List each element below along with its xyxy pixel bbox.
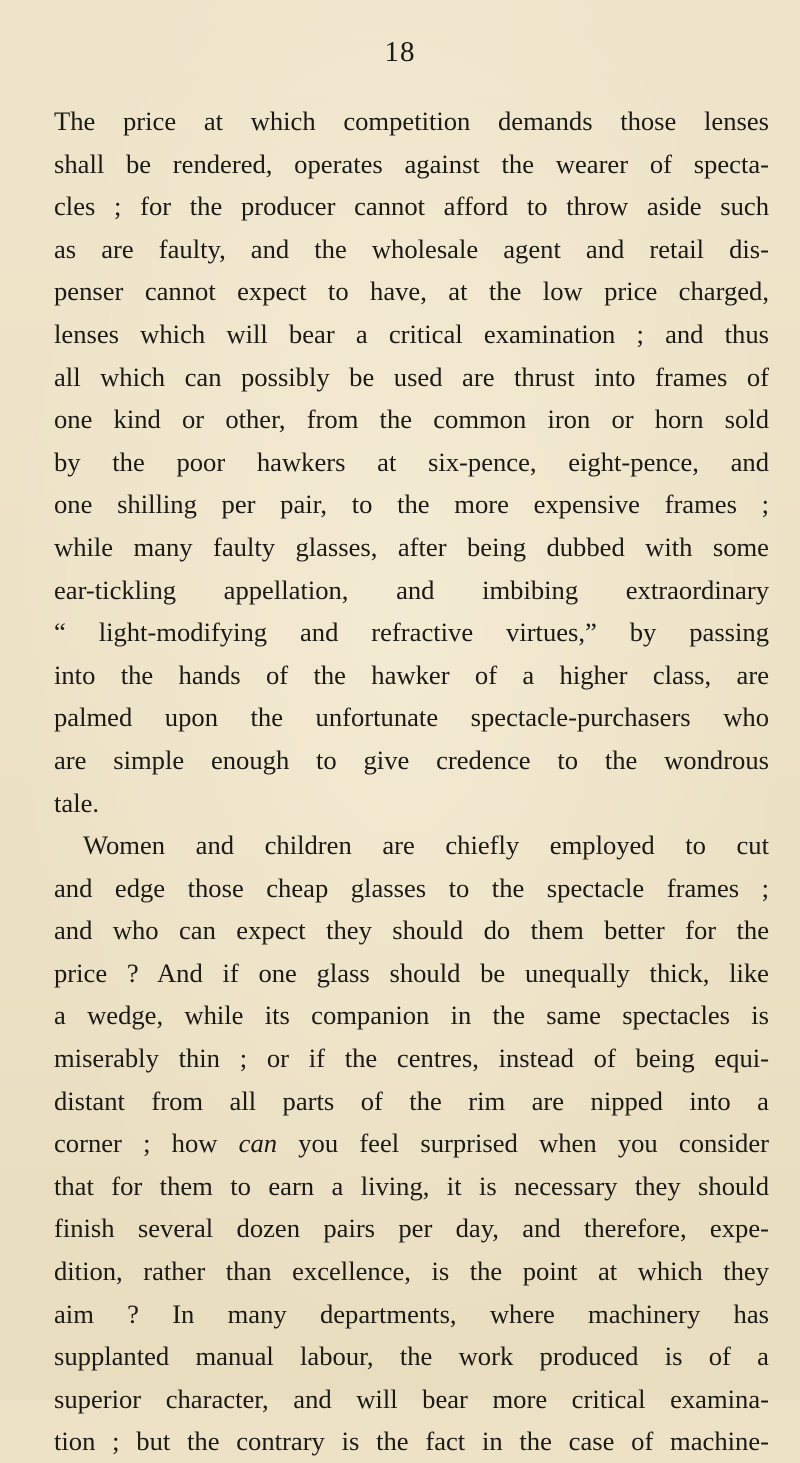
text-line: palmed upon the unfortunate spectacle-purchasers who: [54, 702, 769, 733]
text-line: all which can possibly be used are thrust into frames of: [54, 361, 769, 392]
page-number: 18: [384, 36, 416, 68]
body-text: [54, 100, 769, 1463]
text-line: dition, rather than excellence, is the point at which they: [54, 1256, 769, 1287]
text-line: supplanted manual labour, the work produced is of a: [54, 1341, 769, 1372]
italic-word: can: [238, 1128, 278, 1159]
text-line: aim ? In many departments, where machinery has: [54, 1298, 769, 1329]
text-line: tion ; but the contrary is the fact in the case of machine-: [54, 1426, 769, 1457]
text-line: one kind or other, from the common iron or horn sold: [54, 404, 769, 435]
text-segment: you feel surprised when you consider: [298, 1128, 769, 1159]
text-line: [54, 1122, 769, 1165]
text-line: miserably thin ; or if the centres, instead of being equi-: [54, 1043, 769, 1074]
text-line: cles ; for the producer cannot afford to throw aside such: [54, 191, 769, 222]
text-segment: corner ; how: [54, 1128, 218, 1159]
text-line: price ? And if one glass should be unequally thick, like: [54, 957, 769, 988]
text-line: and edge those cheap glasses to the spectacle frames ;: [54, 872, 769, 903]
text-line: one shilling per pair, to the more expensive frames ;: [54, 489, 769, 520]
text-line: penser cannot expect to have, at the low price charged,: [54, 276, 769, 307]
text-line: by the poor hawkers at six-pence, eight-pence, and: [54, 446, 769, 477]
text-line: and who can expect they should do them better for the: [54, 915, 769, 946]
text-line: into the hands of the hawker of a higher class, are: [54, 659, 769, 690]
text-line: while many faulty glasses, after being dubbed with some: [54, 531, 769, 562]
text-line: distant from all parts of the rim are nipped into a: [54, 1085, 769, 1116]
text-line: ear-tickling appellation, and imbibing extraordinary: [54, 574, 769, 605]
text-line: are simple enough to give credence to the wondrous: [54, 744, 769, 775]
text-line: a wedge, while its companion in the same spectacles is: [54, 1000, 769, 1031]
text-line: Women and children are chiefly employed to cut: [83, 830, 769, 861]
text-line: lenses which will bear a critical examination ; and thus: [54, 318, 769, 349]
text-line: superior character, and will bear more critical examina-: [54, 1383, 769, 1414]
text-line: shall be rendered, operates against the wearer of specta-: [54, 148, 769, 179]
text-line: finish several dozen pairs per day, and therefore, expe-: [54, 1213, 769, 1244]
text-line: that for them to earn a living, it is necessary they should: [54, 1170, 769, 1201]
text-line: The price at which competition demands those lenses: [54, 106, 769, 136]
text-line: tale.: [54, 787, 100, 818]
text-line: as are faulty, and the wholesale agent and retail dis-: [54, 233, 769, 264]
text-line: “ light-modifying and refractive virtues,” by passing: [54, 617, 769, 648]
